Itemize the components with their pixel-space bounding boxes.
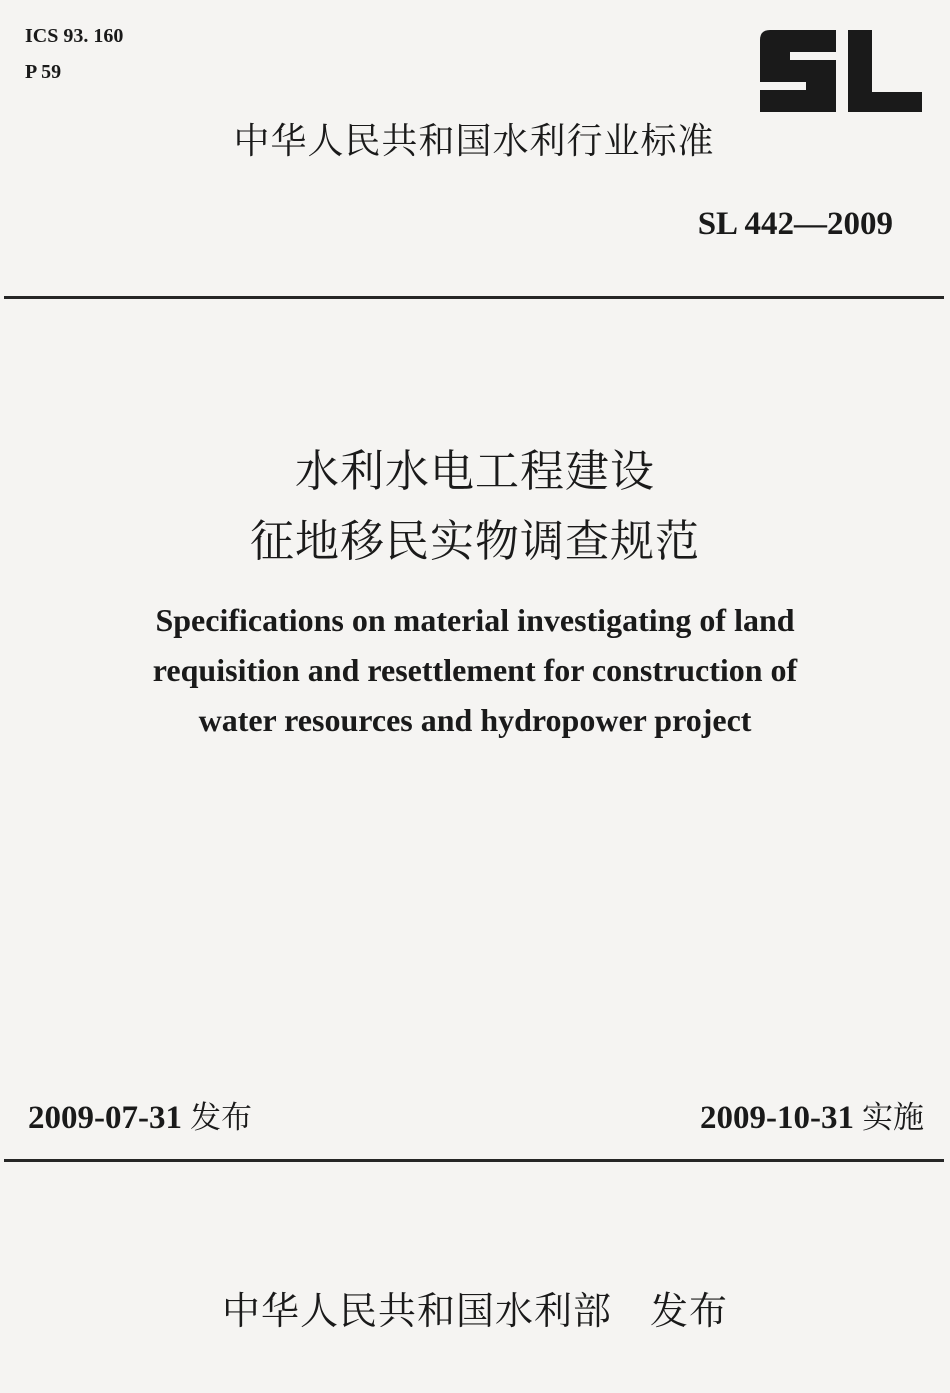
p-code: P 59 — [25, 61, 62, 83]
industry-standard-heading — [0, 121, 950, 162]
implement-label: 实施 — [862, 1100, 924, 1136]
title-chinese-line-2: 征地移民实物调查规范 — [250, 516, 700, 567]
implement-date: 2009-10-31 — [700, 1100, 854, 1136]
top-divider — [4, 296, 944, 299]
issue-date-block — [28, 1102, 252, 1135]
issue-date: 2009-07-31 — [28, 1100, 182, 1136]
publisher-name: 中华人民共和国水利部 — [221, 1289, 612, 1333]
sl-logo — [760, 30, 922, 112]
publisher-label: 发布 — [650, 1289, 729, 1333]
title-english-line-2: requisition and resettlement for construction of — [152, 652, 798, 688]
implement-date-block — [700, 1102, 924, 1135]
publisher-line — [0, 1289, 950, 1333]
title-english-line-1: Specifications on material investigating of land — [155, 602, 795, 638]
issue-label: 发布 — [189, 1100, 252, 1136]
title-english-line-3: water resources and hydropower project — [198, 702, 752, 738]
standard-number: SL 442—2009 — [697, 206, 893, 242]
ics-code: ICS 93. 160 — [25, 25, 124, 47]
title-chinese-line-1: 水利水电工程建设 — [295, 446, 655, 497]
bottom-divider — [4, 1159, 944, 1162]
industry-standard-text: 中华人民共和国水利行业标准 — [233, 121, 715, 162]
